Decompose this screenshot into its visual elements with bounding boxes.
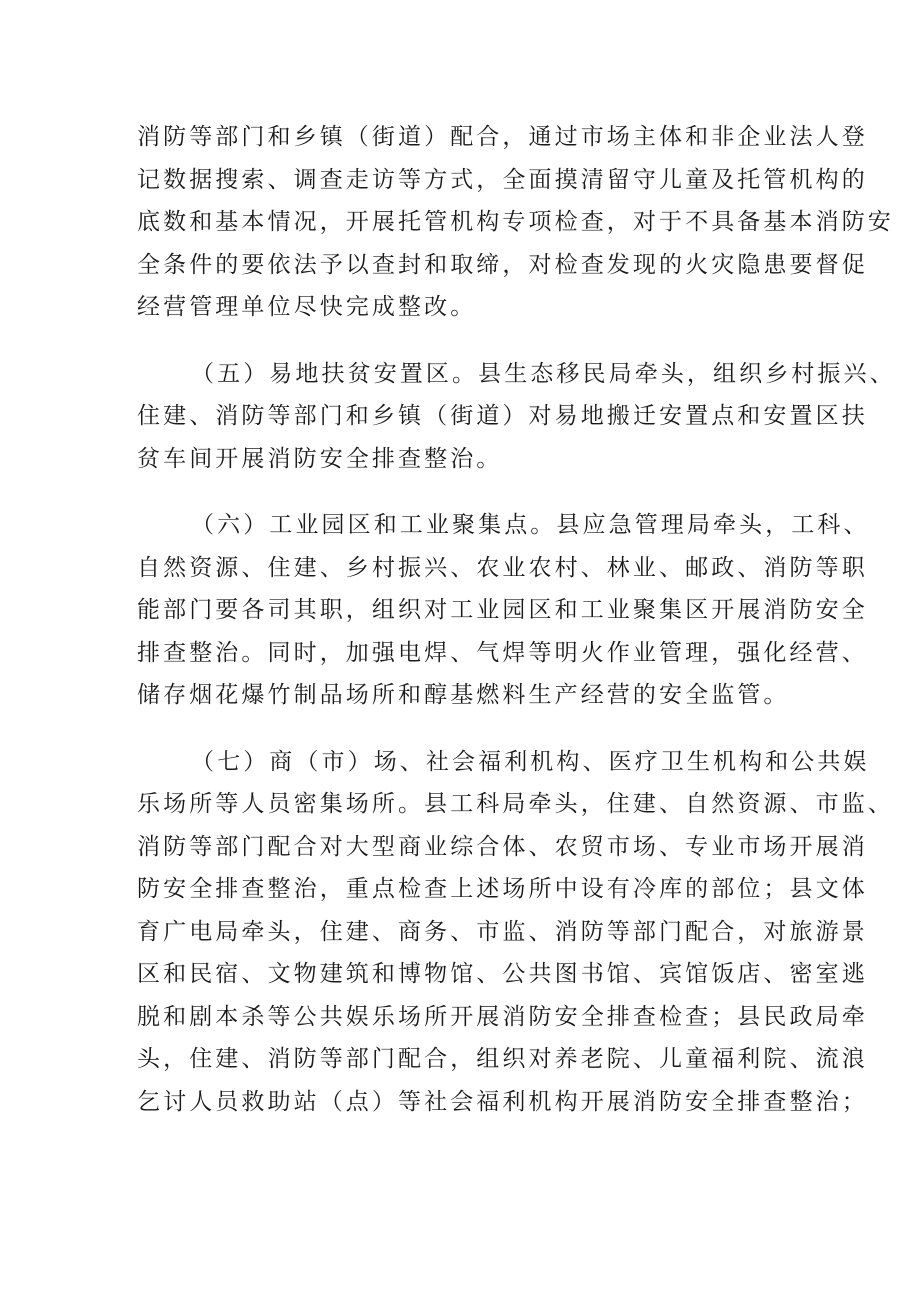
- text-line: 头，住建、消防等部门配合，组织对养老院、儿童福利院、流浪: [137, 1046, 868, 1072]
- text-line: 自然资源、住建、乡村振兴、农业农村、林业、邮政、消防等职: [137, 554, 868, 581]
- paragraph-section-5: [137, 353, 896, 481]
- paragraph-spacer: [137, 329, 797, 353]
- text-line: 脱和剧本杀等公共娱乐场所开展消防安全排查检查；县民政局牵: [137, 1003, 868, 1030]
- text-line: 全条件的要依法予以查封和取缔，对检查发现的火灾隐患要督促: [137, 251, 868, 278]
- text-line: 底数和基本情况，开展托管机构专项检查，对于不具备基本消防安: [137, 209, 894, 235]
- text-line: 储存烟花爆竹制品场所和醇基燃料生产经营的安全监管。: [137, 682, 790, 708]
- paragraph-spacer: [137, 717, 797, 741]
- paragraph-continuation: [137, 116, 894, 329]
- text-line: 育广电局牵头，住建、商务、市监、消防等部门配合，对旅游景: [137, 918, 868, 945]
- text-line: 乐场所等人员密集场所。县工科局牵头，住建、自然资源、市监、: [137, 791, 894, 817]
- text-line: 记数据搜索、调查走访等方式，全面摸清留守儿童及托管机构的: [137, 166, 868, 193]
- text-line: 防安全排查整治，重点检查上述场所中设有冷库的部位；县文体: [137, 876, 868, 902]
- text-line: （五）易地扶贫安置区。县生态移民局牵头，组织乡村振兴、: [191, 360, 896, 387]
- text-line: （六）工业园区和工业聚集点。县应急管理局牵头，工科、: [191, 512, 870, 538]
- text-line: 排查整治。同时，加强电焊、气焊等明火作业管理，强化经营、: [137, 639, 868, 666]
- text-line: 能部门要各司其职，组织对工业园区和工业聚集区开展消防安全: [137, 597, 868, 623]
- paragraph-section-7: [137, 741, 894, 1124]
- text-line: 贫车间开展消防安全排查整治。: [137, 445, 503, 472]
- text-line: 经营管理单位尽快完成整改。: [137, 294, 477, 320]
- text-line: （七）商（市）场、社会福利机构、医疗卫生机构和公共娱: [191, 748, 870, 775]
- text-line: 乞讨人员救助站（点）等社会福利机构开展消防安全排查整治；: [137, 1088, 868, 1115]
- text-line: 住建、消防等部门和乡镇（街道）对易地搬迁安置点和安置区扶: [137, 403, 868, 429]
- text-line: 区和民宿、文物建筑和博物馆、公共图书馆、宾馆饭店、密室逃: [137, 961, 868, 987]
- text-line: 消防等部门配合对大型商业综合体、农贸市场、专业市场开展消: [137, 833, 868, 860]
- paragraph-section-6: [137, 504, 870, 717]
- paragraph-spacer: [137, 480, 797, 504]
- document-body: [137, 116, 896, 1123]
- text-line: 消防等部门和乡镇（街道）配合，通过市场主体和非企业法人登: [137, 124, 868, 150]
